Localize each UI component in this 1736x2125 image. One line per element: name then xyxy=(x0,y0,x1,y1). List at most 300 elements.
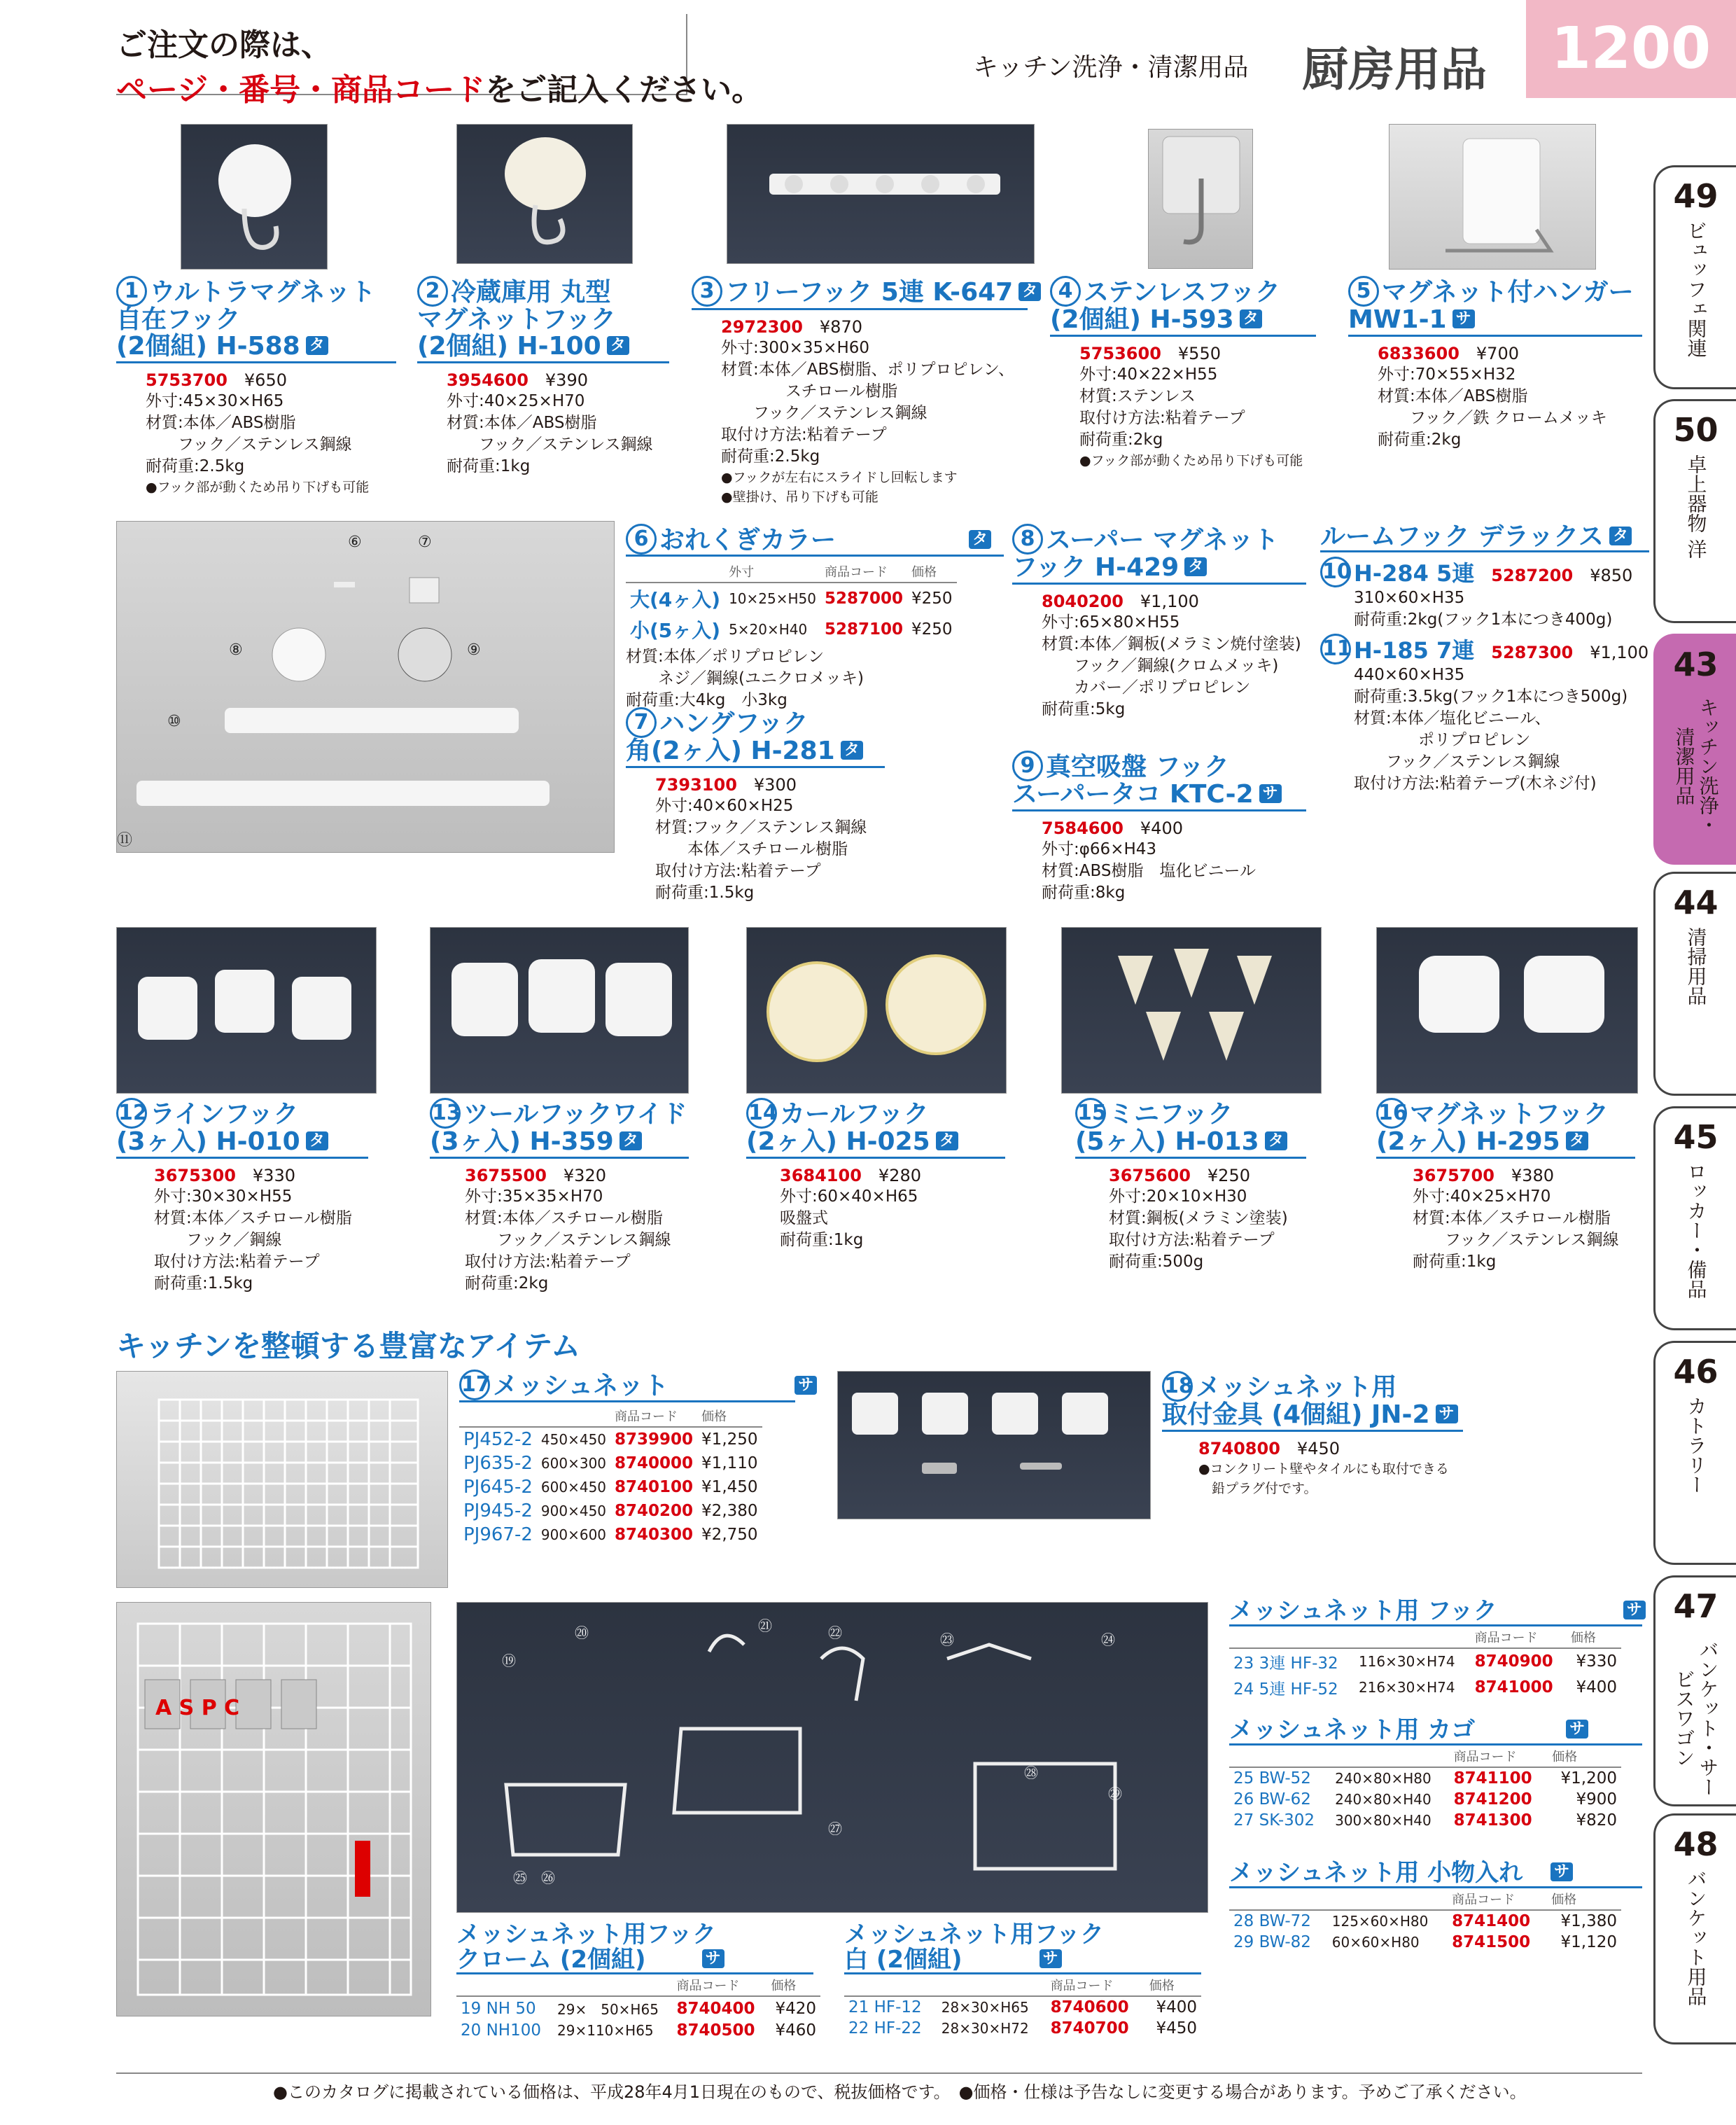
tab-50-num: 50 xyxy=(1673,411,1718,449)
product-18-price: ¥450 xyxy=(1296,1438,1340,1458)
product-9-code: 7584600 xyxy=(1042,818,1124,838)
hf-r2-name: 5連 HF-52 xyxy=(1259,1680,1338,1699)
table-row xyxy=(1229,1810,1621,1831)
table-row xyxy=(1229,1648,1621,1675)
footer-rule xyxy=(116,2072,1642,2074)
table-row xyxy=(1229,1675,1621,1701)
footer-note: ●このカタログに掲載されている価格は、平成28年4月1日現在のもので、税抜価格です。 ●価格・仕様は予告なしに変更する場合があります。予めご了承ください。 xyxy=(273,2082,1527,2102)
product-8-spec: 外寸:65×80×H55 材質:本体／鋼板(メラミン焼付塗装) フック／鋼線(クロムメッキ) カバー／ポリプロピレン 耐荷重:5kg xyxy=(1042,613,1301,718)
product-5 xyxy=(1348,276,1642,451)
mesh-hook-title: メッシュネット用 フック xyxy=(1229,1597,1497,1625)
p17-r3-code: 8740100 xyxy=(615,1478,694,1496)
kago-r2-price: ¥900 xyxy=(1576,1790,1617,1809)
photo-mark-28: ㉘ xyxy=(1024,1764,1038,1781)
chrome-r2-price: ¥460 xyxy=(775,2021,816,2040)
photo-mesh-in-use xyxy=(116,1602,431,2016)
product-10-price: ¥850 xyxy=(1590,565,1633,585)
photo-label-6: ⑥ xyxy=(348,534,362,551)
product-11-price: ¥1,100 xyxy=(1590,642,1649,662)
product-3-spec: 外寸:300×35×H60 材質:本体／ABS樹脂、ポリプロピレン、 スチロール樹脂 フック／ステンレス鋼線 取付け方法:粘着テープ 耐荷重:2.5kg xyxy=(721,339,1015,466)
komono-r1-size: 125×60×H80 xyxy=(1331,1912,1429,1930)
komono-hdr-price: 価格 xyxy=(1547,1888,1621,1910)
product-10-code: 5287200 xyxy=(1491,565,1574,585)
table-row xyxy=(1229,1932,1621,1953)
product-10-number: 10 xyxy=(1320,557,1351,587)
product-17 xyxy=(459,1370,814,1547)
product-8 xyxy=(1012,524,1320,720)
product-18-number: 18 xyxy=(1162,1371,1193,1402)
product-14-price: ¥280 xyxy=(878,1165,921,1185)
tab-47[interactable] xyxy=(1653,1575,1736,1806)
product-4-spec: 外寸:40×22×H55 材質:ステンレス 取付け方法:粘着テープ 耐荷重:2kg xyxy=(1079,365,1245,449)
product-3-title: フリーフック 5連 K-647 xyxy=(725,278,1014,307)
white-r2-num: 22 xyxy=(848,2019,869,2038)
photo-mark-23: ㉓ xyxy=(940,1631,954,1648)
table-row xyxy=(1229,1789,1621,1810)
order-notice xyxy=(116,14,763,108)
product-3-note: ●フックが左右にスライドし回転します ●壁掛け、吊り下げも可能 xyxy=(721,470,958,505)
product-12-title: ラインフック (3ヶ入) H-010 xyxy=(116,1100,300,1156)
product-5-spec: 外寸:70×55×H32 材質:本体／ABS樹脂 フック／鉄 クロームメッキ 耐荷重:2kg xyxy=(1378,365,1607,449)
product-3-number: 3 xyxy=(692,276,722,307)
p17-r4-size: 900×450 xyxy=(540,1503,607,1519)
product-1-note: ●フック部が動くため吊り下げも可能 xyxy=(146,479,370,495)
room-hook-group-title: ルームフック デラックス xyxy=(1320,522,1604,551)
hf-r2-num: 24 xyxy=(1233,1680,1254,1699)
room-hook-tag: タ xyxy=(1609,527,1632,545)
photo-label-7: ⑦ xyxy=(418,534,432,551)
photo-spice-letters: A S P C xyxy=(155,1696,240,1720)
photo-magnet-hanger xyxy=(1389,124,1596,270)
chrome-r2-code: 8740500 xyxy=(676,2021,755,2040)
p17-r2-size: 600×300 xyxy=(540,1455,607,1472)
product-7-tag: タ xyxy=(841,741,863,760)
mesh-basket-tag: サ xyxy=(1566,1720,1588,1739)
p17-r4-price: ¥2,380 xyxy=(701,1502,758,1520)
photo-tool-hook-wide xyxy=(430,927,689,1094)
product-8-number: 8 xyxy=(1012,524,1043,555)
white-r2-price: ¥450 xyxy=(1156,2019,1197,2038)
white-r2-code: 8740700 xyxy=(1050,2019,1129,2038)
product-13-spec: 外寸:35×35×H70 材質:本体／スチロール樹脂 フック／ステンレス鋼線 取付け方法:粘着テープ 耐荷重:2kg xyxy=(465,1187,671,1293)
tab-50-label: 卓上器物 洋 xyxy=(1684,454,1708,559)
product-15-code: 3675600 xyxy=(1109,1165,1191,1185)
photo-stainless-hook xyxy=(1148,129,1253,269)
kago-r1-name: BW-52 xyxy=(1259,1769,1311,1788)
mesh-caddy-tag: サ xyxy=(1550,1862,1573,1881)
product-3-price: ¥870 xyxy=(819,317,862,337)
hf-r2-price: ¥400 xyxy=(1576,1678,1617,1697)
p6-row1-size: 10×25×H50 xyxy=(729,590,816,607)
p6-row2-price: ¥250 xyxy=(911,620,953,639)
product-8-code: 8040200 xyxy=(1042,591,1124,611)
hf-r2-code: 8741000 xyxy=(1474,1678,1553,1697)
product-6-title: おれくぎカラー xyxy=(659,526,836,555)
table-row xyxy=(456,2020,820,2041)
komono-r2-price: ¥1,120 xyxy=(1560,1932,1617,1951)
photo-fridge-magnet-hook xyxy=(456,124,633,264)
product-13-price: ¥320 xyxy=(563,1165,606,1185)
product-18-code: 8740800 xyxy=(1198,1438,1280,1458)
product-6-tag: タ xyxy=(969,530,991,549)
table-row xyxy=(844,2018,1201,2039)
tab-44[interactable] xyxy=(1653,872,1736,1096)
table-row xyxy=(459,1499,762,1523)
kago-r3-num: 27 xyxy=(1233,1811,1254,1830)
order-notice-line1: ご注文の際は、 xyxy=(116,27,332,63)
kago-r1-price: ¥1,200 xyxy=(1560,1769,1617,1788)
product-8-tag: タ xyxy=(1184,557,1207,576)
p6-row2-code: 5287100 xyxy=(824,620,904,639)
white-hook-group xyxy=(844,1923,1208,2039)
chrome-hdr-code: 商品コード xyxy=(673,1974,767,1996)
hf-r1-num: 23 xyxy=(1233,1654,1254,1673)
product-7-spec: 外寸:40×60×H25 材質:フック／ステンレス鋼線 本体／スチロール樹脂 取付け方法:粘着テープ 耐荷重:1.5kg xyxy=(655,796,867,902)
komono-r2-num: 29 xyxy=(1233,1932,1254,1951)
photo-mark-21: ㉑ xyxy=(758,1617,772,1634)
product-8-price: ¥1,100 xyxy=(1140,591,1199,611)
kago-r3-price: ¥820 xyxy=(1576,1811,1617,1830)
photo-mark-22: ㉒ xyxy=(828,1624,842,1641)
komono-r1-price: ¥1,380 xyxy=(1560,1911,1617,1930)
white-hdr-price: 価格 xyxy=(1145,1974,1201,1996)
kago-r3-code: 8741300 xyxy=(1453,1811,1532,1830)
product-11-code: 5287300 xyxy=(1491,642,1574,662)
product-14-tag: タ xyxy=(936,1131,958,1150)
photo-mark-27: ㉗ xyxy=(828,1820,842,1837)
order-notice-line2: をご記入ください。 xyxy=(485,72,763,108)
chrome-r1-size: 29× 50×H65 xyxy=(557,2001,659,2019)
p17-r2-price: ¥1,110 xyxy=(701,1454,758,1472)
photo-mark-26: ㉖ xyxy=(541,1869,555,1886)
tab-45[interactable] xyxy=(1653,1106,1736,1330)
hf-r1-price: ¥330 xyxy=(1576,1652,1617,1671)
product-13-code: 3675500 xyxy=(465,1165,547,1185)
product-5-number: 5 xyxy=(1348,276,1379,307)
product-9-price: ¥400 xyxy=(1140,818,1183,838)
product-13 xyxy=(430,1098,724,1295)
photo-ultra-magnet-hook xyxy=(181,124,328,270)
photo-mark-25: ㉕ xyxy=(513,1869,527,1886)
tab-47-num: 47 xyxy=(1673,1587,1718,1625)
product-16-number: 16 xyxy=(1376,1098,1407,1129)
product-15-title: ミニフック (5ヶ入) H-013 xyxy=(1075,1100,1259,1156)
product-12-number: 12 xyxy=(116,1098,147,1129)
p17-r5-name: PJ967-2 xyxy=(463,1524,533,1545)
product-4-price: ¥550 xyxy=(1177,343,1221,363)
chrome-hook-title: メッシュネット用フック クローム (2個組) xyxy=(456,1921,716,1974)
category-title: キッチン洗浄・清潔用品 xyxy=(973,53,1249,82)
page-number-value: 1200 xyxy=(1550,15,1712,82)
product-2 xyxy=(417,276,697,478)
photo-curl-hook xyxy=(746,927,1007,1094)
product-7-code: 7393100 xyxy=(655,774,737,795)
p17-r1-price: ¥1,250 xyxy=(701,1430,758,1449)
product-12-code: 3675300 xyxy=(154,1165,236,1185)
hf-r1-code: 8740900 xyxy=(1474,1652,1553,1671)
chrome-r1-name: NH 50 xyxy=(486,1999,536,2018)
chrome-r1-price: ¥420 xyxy=(775,1999,816,2018)
product-1-price: ¥650 xyxy=(244,370,287,390)
mesh-basket-group xyxy=(1229,1718,1642,1831)
white-r2-name: HF-22 xyxy=(874,2019,922,2038)
product-1 xyxy=(116,276,396,497)
product-15-number: 15 xyxy=(1075,1098,1106,1129)
hf-hdr-code: 商品コード xyxy=(1471,1626,1567,1648)
order-notice-keywords: ページ・番号・商品コード xyxy=(116,72,486,108)
product-6-spec: 材質:本体／ポリプロピレン ネジ／鋼線(ユニクロメッキ) 耐荷重:大4kg 小3kg xyxy=(626,648,864,709)
white-r2-size: 28×30×H72 xyxy=(941,2020,1029,2037)
photo-label-9: ⑨ xyxy=(467,641,481,659)
kago-hdr-price: 価格 xyxy=(1548,1746,1621,1767)
product-18-tag: サ xyxy=(1436,1405,1458,1423)
kago-r1-code: 8741100 xyxy=(1453,1769,1532,1788)
white-r1-num: 21 xyxy=(848,1998,869,2017)
photo-mini-hook xyxy=(1061,927,1322,1094)
p17-r1-code: 8739900 xyxy=(615,1430,694,1449)
komono-r2-size: 60×60×H80 xyxy=(1331,1933,1420,1951)
product-5-price: ¥700 xyxy=(1476,343,1519,363)
product-3-tag: タ xyxy=(1018,282,1041,301)
product-16-title: マグネットフック (2ヶ入) H-295 xyxy=(1376,1100,1609,1156)
tab-45-label: ロッカー・備品 xyxy=(1684,1162,1708,1299)
product-5-code: 6833600 xyxy=(1378,343,1460,363)
table-row xyxy=(459,1523,762,1547)
p17-r5-code: 8740300 xyxy=(615,1526,694,1544)
product-5-title: マグネット付ハンガー MW1-1 xyxy=(1348,278,1634,334)
tab-50[interactable] xyxy=(1653,399,1736,623)
p6-row1-price: ¥250 xyxy=(911,590,953,608)
kago-r2-size: 240×80×H40 xyxy=(1335,1790,1432,1808)
product-11-number: 11 xyxy=(1320,634,1351,664)
photo-mesh-brackets xyxy=(837,1371,1151,1519)
table-row xyxy=(626,614,957,645)
product-2-spec: 外寸:40×25×H70 材質:本体／ABS樹脂 フック／ステンレス鋼線 耐荷重:1kg xyxy=(447,391,653,475)
product-9-spec: 外寸:φ66×H43 材質:ABS樹脂 塩化ビニール 耐荷重:8kg xyxy=(1042,839,1256,902)
product-16 xyxy=(1376,1098,1649,1273)
mesh-hook-group xyxy=(1229,1599,1642,1701)
product-13-number: 13 xyxy=(430,1098,461,1129)
mesh-caddy-group xyxy=(1229,1861,1642,1953)
product-7 xyxy=(626,707,906,904)
photo-room-hooks xyxy=(116,521,615,853)
product-1-tag: タ xyxy=(306,336,328,355)
p17-r4-code: 8740200 xyxy=(615,1502,694,1520)
product-15-price: ¥250 xyxy=(1207,1165,1250,1185)
product-1-spec: 外寸:45×30×H65 材質:本体／ABS樹脂 フック／ステンレス鋼線 耐荷重:2.5kg xyxy=(146,391,352,475)
tab-46[interactable] xyxy=(1653,1341,1736,1565)
product-18-note: ●コンクリート壁やタイルにも取付できる 鉛プラグ付です。 xyxy=(1198,1461,1449,1496)
product-16-tag: タ xyxy=(1566,1131,1588,1150)
komono-r1-code: 8741400 xyxy=(1452,1911,1531,1930)
product-14-title: カールフック (2ヶ入) H-025 xyxy=(746,1100,930,1156)
tab-49-num: 49 xyxy=(1673,177,1718,215)
kago-r3-name: SK-302 xyxy=(1259,1811,1315,1830)
product-17-title: メッシュネット xyxy=(493,1372,669,1400)
chrome-r2-name: NH100 xyxy=(486,2021,541,2040)
product-14-number: 14 xyxy=(746,1098,777,1129)
product-14-spec: 外寸:60×40×H65 吸盤式 耐荷重:1kg xyxy=(780,1187,918,1249)
p17-r5-size: 900×600 xyxy=(540,1526,607,1543)
photo-line-hook xyxy=(116,927,377,1094)
product-8-title: スーパー マグネット フック H-429 xyxy=(1012,526,1279,582)
white-r1-code: 8740600 xyxy=(1050,1998,1129,2017)
tab-45-num: 45 xyxy=(1673,1118,1718,1156)
table-row xyxy=(459,1451,762,1475)
product-11-spec: 440×60×H35 耐荷重:3.5kg(フック1本につき500g) 材質:本体／塩化ビニール、 ポリプロピレン フック／ステンレス鋼線 取付け方法:粘着テープ(木ネジ付) xyxy=(1354,665,1628,793)
product-7-price: ¥300 xyxy=(753,774,797,795)
p17-r1-size: 450×450 xyxy=(540,1431,607,1448)
photo-mark-29: ㉙ xyxy=(1108,1785,1122,1802)
table-row xyxy=(844,1996,1201,2018)
product-16-spec: 外寸:40×25×H70 材質:本体／スチロール樹脂 フック／ステンレス鋼線 耐荷重:1kg xyxy=(1413,1187,1619,1271)
table-row xyxy=(459,1475,762,1499)
white-r1-name: HF-12 xyxy=(874,1998,922,2017)
tab-44-label: 清掃用品 xyxy=(1684,927,1708,1005)
p17-r2-code: 8740000 xyxy=(615,1454,694,1472)
tab-43-num: 43 xyxy=(1673,646,1718,683)
section-title: 厨房用品 xyxy=(1302,43,1487,97)
product-12 xyxy=(116,1098,396,1295)
p6-row1-code: 5287000 xyxy=(824,590,904,608)
table-row xyxy=(626,583,957,614)
tab-48[interactable] xyxy=(1653,1813,1736,2044)
product-18-title: メッシュネット用 取付金具 (4個組) JN-2 xyxy=(1162,1373,1430,1429)
p17-r3-size: 600×450 xyxy=(540,1479,607,1496)
product-2-code: 3954600 xyxy=(447,370,528,390)
table-row xyxy=(1229,1910,1621,1932)
p17-r4-name: PJ945-2 xyxy=(463,1500,533,1521)
product-14-code: 3684100 xyxy=(780,1165,862,1185)
product-2-price: ¥390 xyxy=(545,370,588,390)
page-number xyxy=(1526,0,1736,98)
white-hook-tag: サ xyxy=(1040,1949,1062,1968)
mesh-basket-title: メッシュネット用 カゴ xyxy=(1229,1716,1476,1744)
product-6-number: 6 xyxy=(626,524,657,555)
photo-magnet-hook-16 xyxy=(1376,927,1638,1094)
p17-hdr-code: 商品コード xyxy=(610,1405,697,1427)
product-2-title: 冷蔵庫用 丸型 マグネットフック (2個組) H-100 xyxy=(417,278,617,361)
komono-r2-code: 8741500 xyxy=(1452,1932,1531,1951)
kago-hdr-code: 商品コード xyxy=(1450,1746,1548,1767)
komono-r2-name: BW-82 xyxy=(1259,1932,1311,1951)
komono-r1-num: 28 xyxy=(1233,1911,1254,1930)
kago-r2-name: BW-62 xyxy=(1259,1790,1311,1809)
komono-hdr-code: 商品コード xyxy=(1448,1888,1547,1910)
section-heading: キッチンを整頓する豊富なアイテム xyxy=(116,1329,581,1363)
product-4-code: 5753600 xyxy=(1079,343,1161,363)
hf-r2-size: 216×30×H74 xyxy=(1358,1679,1455,1696)
kago-r1-num: 25 xyxy=(1233,1769,1254,1788)
kago-r2-num: 26 xyxy=(1233,1790,1254,1809)
white-hook-title: メッシュネット用フック 白 (2個組) xyxy=(844,1921,1104,1974)
tab-46-label: カトラリー xyxy=(1684,1396,1708,1494)
product-10-title: H-284 5連 xyxy=(1354,559,1475,587)
p6-row2-name: 小(5ヶ入) xyxy=(630,619,721,642)
chrome-r1-code: 8740400 xyxy=(676,1999,755,2018)
photo-mark-20: ⑳ xyxy=(575,1624,589,1641)
product-11-title: H-185 7連 xyxy=(1354,636,1475,664)
product-1-number: 1 xyxy=(116,276,147,307)
product-13-title: ツールフックワイド (3ヶ入) H-359 xyxy=(430,1100,687,1156)
tab-48-label: バンケット用品 xyxy=(1684,1869,1708,2006)
product-15-spec: 外寸:20×10×H30 材質:鋼板(メラミン塗装) 取付け方法:粘着テープ 耐荷重:500g xyxy=(1109,1187,1288,1271)
product-12-price: ¥330 xyxy=(252,1165,295,1185)
product-15-tag: タ xyxy=(1265,1131,1287,1150)
tab-49[interactable] xyxy=(1653,165,1736,389)
chrome-r2-num: 20 xyxy=(461,2021,482,2040)
product-12-spec: 外寸:30×30×H55 材質:本体／スチロール樹脂 フック／鋼線 取付け方法:粘着テープ 耐荷重:1.5kg xyxy=(154,1187,352,1293)
p6-row1-name: 大(4ヶ入) xyxy=(630,588,721,611)
table-row xyxy=(456,1996,820,2020)
product-9-title: 真空吸盤 フック スーパータコ KTC-2 xyxy=(1012,753,1254,809)
chrome-hdr-price: 価格 xyxy=(766,1974,820,1996)
product-2-number: 2 xyxy=(417,276,448,307)
product-6 xyxy=(626,524,1004,711)
hf-r1-name: 3連 HF-32 xyxy=(1259,1654,1338,1673)
table-row xyxy=(1229,1767,1621,1789)
product-4-note: ●フック部が動くため吊り下げも可能 xyxy=(1079,452,1303,468)
kago-r1-size: 240×80×H80 xyxy=(1335,1769,1432,1787)
p17-r5-price: ¥2,750 xyxy=(701,1526,758,1544)
product-18 xyxy=(1162,1371,1491,1498)
product-9-number: 9 xyxy=(1012,751,1043,781)
product-1-code: 5753700 xyxy=(146,370,227,390)
product-16-price: ¥380 xyxy=(1511,1165,1554,1185)
product-4-number: 4 xyxy=(1050,276,1081,307)
p6-hdr-size: 外寸 xyxy=(724,561,820,583)
product-7-number: 7 xyxy=(626,707,657,738)
product-1-title: ウルトラマグネット 自在フック (2個組) H-588 xyxy=(116,278,376,361)
chrome-hook-tag: サ xyxy=(702,1949,724,1968)
kago-r3-size: 300×80×H40 xyxy=(1335,1811,1432,1829)
p17-r3-name: PJ645-2 xyxy=(463,1477,533,1498)
p17-r1-name: PJ452-2 xyxy=(463,1429,533,1450)
photo-mark-24: ㉔ xyxy=(1101,1631,1115,1648)
product-17-number: 17 xyxy=(459,1370,490,1400)
hf-r1-size: 116×30×H74 xyxy=(1358,1653,1455,1671)
mesh-caddy-title: メッシュネット用 小物入れ xyxy=(1229,1859,1523,1887)
product-13-tag: タ xyxy=(620,1131,642,1150)
product-4 xyxy=(1050,276,1337,471)
mesh-hook-tag: サ xyxy=(1623,1601,1646,1619)
product-9-tag: サ xyxy=(1259,784,1282,803)
product-3 xyxy=(692,276,1056,507)
product-17-tag: サ xyxy=(794,1376,817,1395)
photo-label-10: ⑩ xyxy=(167,713,181,730)
product-9 xyxy=(1012,751,1320,904)
product-5-tag: サ xyxy=(1452,309,1475,328)
chrome-hook-group xyxy=(456,1923,834,2041)
photo-mark-19: ⑲ xyxy=(502,1652,516,1669)
product-12-tag: タ xyxy=(306,1131,328,1150)
tab-48-num: 48 xyxy=(1673,1825,1718,1863)
chrome-r1-num: 19 xyxy=(461,1999,482,2018)
photo-mesh-accessories xyxy=(456,1602,1208,1913)
photo-label-8: ⑧ xyxy=(229,641,243,659)
tab-49-label: ビュッフェ関連 xyxy=(1684,221,1708,358)
kago-r2-code: 8741200 xyxy=(1453,1790,1532,1809)
komono-r1-name: BW-72 xyxy=(1259,1911,1311,1930)
p6-hdr-price: 価格 xyxy=(907,561,957,583)
product-4-tag: タ xyxy=(1240,309,1262,328)
product-4-title: ステンレスフック (2個組) H-593 xyxy=(1050,278,1280,334)
tab-44-num: 44 xyxy=(1673,884,1718,921)
tab-43[interactable] xyxy=(1653,634,1736,865)
hf-hdr-price: 価格 xyxy=(1567,1626,1621,1648)
product-3-code: 2972300 xyxy=(721,317,803,337)
product-15 xyxy=(1075,1098,1355,1273)
